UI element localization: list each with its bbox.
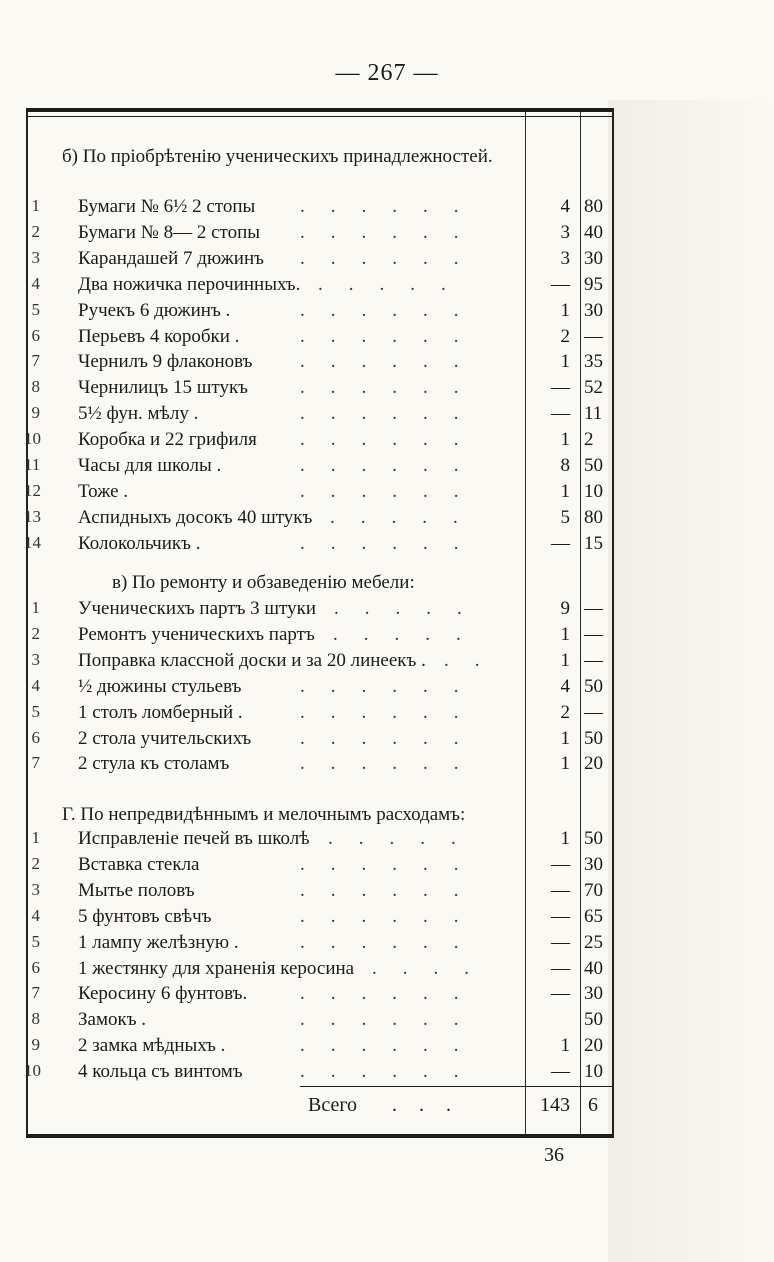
item-description: Чернилъ 9 флаконовъ — [78, 351, 253, 373]
dot-leader: ...... — [300, 429, 485, 451]
expense-row — [0, 676, 774, 702]
dot-leader: ...... — [300, 325, 485, 347]
item-description: Ручекъ 6 дюжинъ . — [78, 299, 231, 321]
row-number: 5 — [31, 931, 40, 951]
dot-leader: ...... — [300, 221, 485, 243]
expense-row — [0, 1035, 774, 1061]
rubles-value: — — [551, 931, 570, 953]
total-kopecks: 6 — [588, 1094, 598, 1116]
dot-leader: ...... — [300, 299, 485, 321]
dot-leader: ..... — [334, 598, 488, 619]
item-description: Вставка стекла — [78, 853, 200, 875]
row-number: 2 — [31, 221, 40, 241]
rubles-value: 4 — [560, 675, 570, 697]
kopecks-value: 50 — [584, 1009, 603, 1031]
dot-leader: ...... — [300, 905, 485, 927]
expense-row — [0, 753, 774, 779]
row-number: 11 — [24, 455, 41, 474]
expense-row — [0, 932, 774, 958]
kopecks-value: — — [584, 598, 603, 619]
dot-leader: ...... — [300, 983, 485, 1005]
expense-row — [0, 983, 774, 1009]
expense-row — [0, 326, 774, 352]
kopecks-value: 30 — [584, 299, 603, 321]
rubles-value: 2 — [560, 701, 570, 723]
dot-leader: ..... — [333, 623, 487, 645]
expense-row — [0, 274, 774, 300]
kopecks-value: 50 — [584, 727, 603, 749]
item-description: 2 стула къ столамъ — [78, 753, 230, 775]
item-description: 2 стола учительскихъ — [78, 727, 252, 749]
dot-leader: ...... — [300, 1035, 485, 1057]
row-number: 1 — [31, 828, 40, 847]
row-number: 5 — [31, 299, 40, 319]
total-label: Всего — [308, 1094, 358, 1116]
kopecks-value: 30 — [584, 247, 603, 269]
kopecks-value: 50 — [584, 455, 603, 476]
dot-leader: ...... — [300, 247, 485, 269]
dot-leader: ...... — [300, 403, 485, 425]
item-description: Коробка и 22 грифиля — [78, 429, 257, 451]
dot-leader: ...... — [300, 455, 485, 476]
row-number: 10 — [24, 1061, 41, 1081]
rubles-value: — — [551, 879, 570, 901]
row-number: 4 — [31, 273, 40, 293]
expense-row — [0, 1009, 774, 1035]
row-number: 9 — [31, 403, 40, 423]
expense-row — [0, 598, 774, 624]
row-number: 13 — [24, 506, 41, 526]
rubles-value: 1 — [560, 753, 570, 775]
rubles-value: 2 — [560, 325, 570, 347]
dot-leader: ...... — [300, 853, 485, 875]
row-number: 14 — [24, 532, 41, 552]
section-title: Г. По непредвидѣннымъ и мелочнымъ расходамъ: — [62, 804, 466, 825]
dot-leader: ...... — [300, 675, 485, 697]
dot-leader: ..... — [330, 506, 484, 528]
rubles-value: 1 — [560, 1035, 570, 1057]
rubles-value: 8 — [560, 455, 570, 476]
expense-row — [0, 906, 774, 932]
dot-leader: ...... — [300, 1061, 485, 1083]
row-number: 1 — [31, 196, 40, 215]
item-description: Тоже . — [78, 480, 129, 502]
item-description: Аспидныхъ досокъ 40 штукъ — [78, 506, 313, 528]
expense-row — [0, 248, 774, 274]
item-description: Поправка классной доски и за 20 линеекъ . — [78, 649, 426, 671]
dot-leader: ...... — [300, 753, 485, 775]
row-number: 3 — [31, 879, 40, 899]
rubles-value: 1 — [560, 480, 570, 502]
item-description: Керосину 6 фунтовъ. — [78, 983, 248, 1005]
rubles-value: 1 — [560, 649, 570, 671]
kopecks-value: 50 — [584, 828, 603, 849]
expense-row — [0, 828, 774, 854]
row-number: 2 — [31, 623, 40, 643]
rubles-value: — — [551, 377, 570, 399]
rubles-value: 1 — [560, 828, 570, 849]
expense-row — [0, 377, 774, 403]
rubles-value: — — [551, 905, 570, 927]
expense-row — [0, 351, 774, 377]
rubles-value: 1 — [560, 351, 570, 373]
kopecks-value: 15 — [584, 532, 603, 554]
kopecks-value: 2 — [584, 429, 594, 451]
expense-row — [0, 196, 774, 222]
row-number: 7 — [31, 983, 40, 1003]
item-description: Бумаги № 8— 2 стопы — [78, 221, 261, 243]
kopecks-value: 20 — [584, 1035, 603, 1057]
dot-leader: ..... — [318, 273, 472, 295]
row-number: 6 — [31, 957, 40, 977]
expense-row — [0, 429, 774, 455]
item-description: Замокъ . — [78, 1009, 147, 1031]
rubles-value: 3 — [560, 247, 570, 269]
row-number: 4 — [31, 905, 40, 925]
dot-leader: ...... — [300, 1009, 485, 1031]
expense-row — [0, 624, 774, 650]
rubles-value: 1 — [560, 623, 570, 645]
dot-leader: ...... — [300, 701, 485, 723]
expense-row — [0, 702, 774, 728]
rubles-value: — — [551, 1061, 570, 1083]
kopecks-value: 70 — [584, 879, 603, 901]
kopecks-value: 35 — [584, 351, 603, 373]
rubles-value: 5 — [560, 506, 570, 528]
dot-leader: ...... — [300, 931, 485, 953]
item-description: Часы для школы . — [78, 455, 222, 476]
kopecks-value: — — [584, 623, 603, 645]
row-number: 5 — [31, 701, 40, 721]
row-number: 3 — [31, 649, 40, 669]
dot-leader: ...... — [300, 377, 485, 399]
row-number: 3 — [31, 247, 40, 267]
total-rubles: 143 — [540, 1094, 570, 1116]
row-number: 1 — [31, 598, 40, 617]
dot-leader: ...... — [300, 879, 485, 901]
expense-row — [0, 958, 774, 984]
item-description: 4 кольца съ винтомъ — [78, 1061, 243, 1083]
expense-row — [0, 650, 774, 676]
row-number: 10 — [24, 429, 41, 449]
kopecks-value: 52 — [584, 377, 603, 399]
item-description: 1 столъ ломберный . — [78, 701, 243, 723]
item-description: Бумаги № 6½ 2 стопы — [78, 196, 256, 217]
kopecks-value: 30 — [584, 853, 603, 875]
row-number: 4 — [31, 675, 40, 695]
item-description: 1 жестянку для храненія керосина — [78, 957, 355, 979]
rubles-value: 4 — [560, 196, 570, 217]
dot-leader: ...... — [300, 351, 485, 373]
kopecks-value: 50 — [584, 675, 603, 697]
item-description: Ученическихъ партъ 3 штуки — [78, 598, 316, 619]
item-description: 1 лампу желѣзную . — [78, 931, 239, 953]
kopecks-value: 80 — [584, 196, 603, 217]
item-description: Колокольчикъ . — [78, 532, 201, 554]
rubles-value: 9 — [560, 598, 570, 619]
row-number: 12 — [24, 480, 41, 500]
rubles-value: — — [551, 983, 570, 1005]
expense-row — [0, 854, 774, 880]
rubles-value: — — [551, 403, 570, 425]
row-number: 7 — [31, 351, 40, 371]
row-number: 7 — [31, 753, 40, 773]
rubles-value: 3 — [560, 221, 570, 243]
kopecks-value: 40 — [584, 957, 603, 979]
expense-row — [0, 533, 774, 559]
kopecks-value: 11 — [584, 403, 603, 425]
kopecks-value: — — [584, 325, 603, 347]
dot-leader: ...... — [300, 480, 485, 502]
page-number: — 267 — — [335, 60, 439, 86]
row-number: 2 — [31, 853, 40, 873]
row-number: 9 — [31, 1035, 40, 1055]
rubles-value: — — [551, 273, 570, 295]
kopecks-value: 95 — [584, 273, 603, 295]
item-description: Перьевъ 4 коробки . — [78, 325, 240, 347]
expense-row — [0, 222, 774, 248]
rubles-value: 1 — [560, 429, 570, 451]
item-description: Чернилицъ 15 штукъ — [78, 377, 248, 399]
kopecks-value: — — [584, 649, 603, 671]
expense-row — [0, 728, 774, 754]
rubles-value: — — [551, 957, 570, 979]
expense-row — [0, 403, 774, 429]
item-description: Мытье половъ — [78, 879, 195, 901]
expense-row — [0, 481, 774, 507]
kopecks-value: — — [584, 701, 603, 723]
kopecks-value: 80 — [584, 506, 603, 528]
dot-leader: ..... — [328, 828, 482, 849]
bottom-rule — [26, 1134, 612, 1138]
dot-leader: ...... — [300, 727, 485, 749]
item-description: 5 фунтовъ свѣчъ — [78, 905, 212, 927]
item-description: Два ножичка перочинныхъ. — [78, 273, 301, 295]
kopecks-value: 65 — [584, 905, 603, 927]
row-number: 6 — [31, 325, 40, 345]
total-dots: ... — [392, 1094, 473, 1116]
section-title: в) По ремонту и обзаведенію мебели: — [112, 572, 415, 593]
rubles-value: 1 — [560, 727, 570, 749]
expense-row — [0, 1061, 774, 1087]
row-number: 8 — [31, 1009, 40, 1029]
item-description: Карандашей 7 дюжинъ — [78, 247, 264, 269]
printer-signature-mark: 36 — [544, 1144, 564, 1166]
kopecks-value: 10 — [584, 1061, 603, 1083]
rubles-value: — — [551, 532, 570, 554]
item-description: ½ дюжины стульевъ — [78, 675, 242, 697]
kopecks-value: 20 — [584, 753, 603, 775]
dot-leader: .... — [372, 957, 495, 979]
expense-row — [0, 455, 774, 481]
kopecks-value: 30 — [584, 983, 603, 1005]
kopecks-value: 40 — [584, 221, 603, 243]
dot-leader: ...... — [300, 532, 485, 554]
item-description: Ремонтъ ученическихъ партъ — [78, 623, 315, 645]
item-description: 5½ фун. мѣлу . — [78, 403, 199, 425]
rubles-value: 1 — [560, 299, 570, 321]
item-description: 2 замка мѣдныхъ . — [78, 1035, 226, 1057]
row-number: 8 — [31, 377, 40, 397]
expense-row — [0, 880, 774, 906]
expense-row — [0, 300, 774, 326]
expense-row — [0, 507, 774, 533]
dot-leader: ...... — [300, 196, 485, 217]
kopecks-value: 25 — [584, 931, 603, 953]
section-title: б) По пріобрѣтенію ученическихъ принадлежностей. — [62, 146, 493, 167]
dot-leader: .. — [444, 649, 506, 671]
row-number: 6 — [31, 727, 40, 747]
rubles-value: — — [551, 853, 570, 875]
kopecks-value: 10 — [584, 480, 603, 502]
item-description: Исправленіе печей въ школѣ — [78, 828, 310, 849]
